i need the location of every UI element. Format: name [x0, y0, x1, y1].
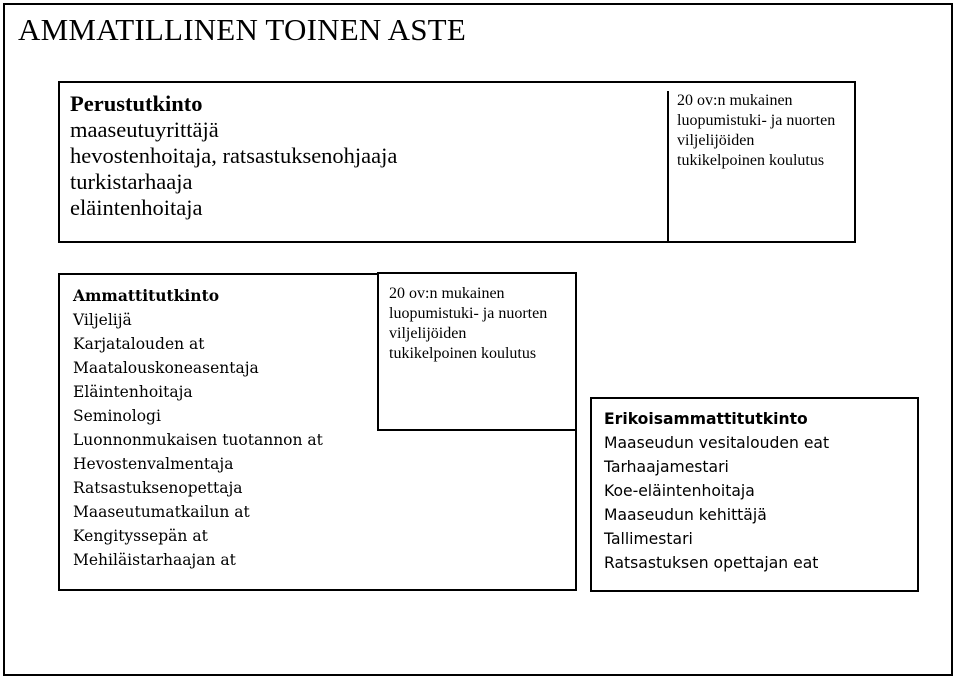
ammattitutkinto-item: Kengityssepän at — [73, 527, 208, 545]
ammattitutkinto-content — [73, 284, 323, 572]
erikoisammattitutkinto-item: Maaseudun vesitalouden eat — [604, 434, 830, 452]
page-title: AMMATILLINEN TOINEN ASTE — [18, 12, 466, 47]
note-line: viljelijöiden — [677, 132, 755, 149]
erikoisammattitutkinto-heading: Erikoisammattitutkinto — [604, 410, 808, 428]
note-line: tukikelpoinen koulutus — [389, 345, 537, 362]
note-line: 20 ov:n mukainen — [677, 92, 793, 109]
note-line: tukikelpoinen koulutus — [677, 152, 825, 169]
erikoisammattitutkinto-item: Tarhaajamestari — [604, 458, 729, 476]
ammattitutkinto-item: Eläintenhoitaja — [73, 383, 193, 401]
erikoisammattitutkinto-item: Tallimestari — [604, 530, 693, 548]
ammattitutkinto-item: Maatalouskoneasentaja — [73, 359, 259, 377]
ammattitutkinto-note-box — [377, 272, 577, 431]
perustutkinto-note — [677, 91, 835, 171]
note-line: luopumistuki- ja nuorten — [677, 112, 836, 129]
ammattitutkinto-item: Hevostenvalmentaja — [73, 455, 234, 473]
erikoisammattitutkinto-content — [604, 407, 829, 575]
perustutkinto-item: maaseutuyrittäjä — [70, 117, 219, 142]
note-line: viljelijöiden — [389, 325, 467, 342]
ammattitutkinto-item: Mehiläistarhaajan at — [73, 551, 236, 569]
perustutkinto-box — [58, 81, 856, 243]
perustutkinto-note-box — [667, 91, 854, 241]
erikoisammattitutkinto-box — [590, 397, 919, 592]
ammattitutkinto-item: Viljelijä — [73, 311, 132, 329]
ammattitutkinto-item: Seminologi — [73, 407, 161, 425]
perustutkinto-content — [70, 91, 397, 221]
ammattitutkinto-item: Luonnonmukaisen tuotannon at — [73, 431, 323, 449]
perustutkinto-item: turkistarhaaja — [70, 169, 193, 194]
ammattitutkinto-heading: Ammattitutkinto — [73, 286, 220, 305]
perustutkinto-item: hevostenhoitaja, ratsastuksenohjaaja — [70, 143, 398, 168]
ammattitutkinto-note — [389, 284, 547, 364]
perustutkinto-heading: Perustutkinto — [70, 91, 203, 116]
erikoisammattitutkinto-item: Maaseudun kehittäjä — [604, 506, 767, 524]
erikoisammattitutkinto-item: Koe-eläintenhoitaja — [604, 482, 755, 500]
ammattitutkinto-item: Maaseutumatkailun at — [73, 503, 250, 521]
erikoisammattitutkinto-item: Ratsastuksen opettajan eat — [604, 554, 819, 572]
ammattitutkinto-item: Karjatalouden at — [73, 335, 205, 353]
perustutkinto-item: eläintenhoitaja — [70, 195, 203, 220]
note-line: 20 ov:n mukainen — [389, 285, 505, 302]
note-line: luopumistuki- ja nuorten — [389, 305, 548, 322]
ammattitutkinto-item: Ratsastuksenopettaja — [73, 479, 243, 497]
